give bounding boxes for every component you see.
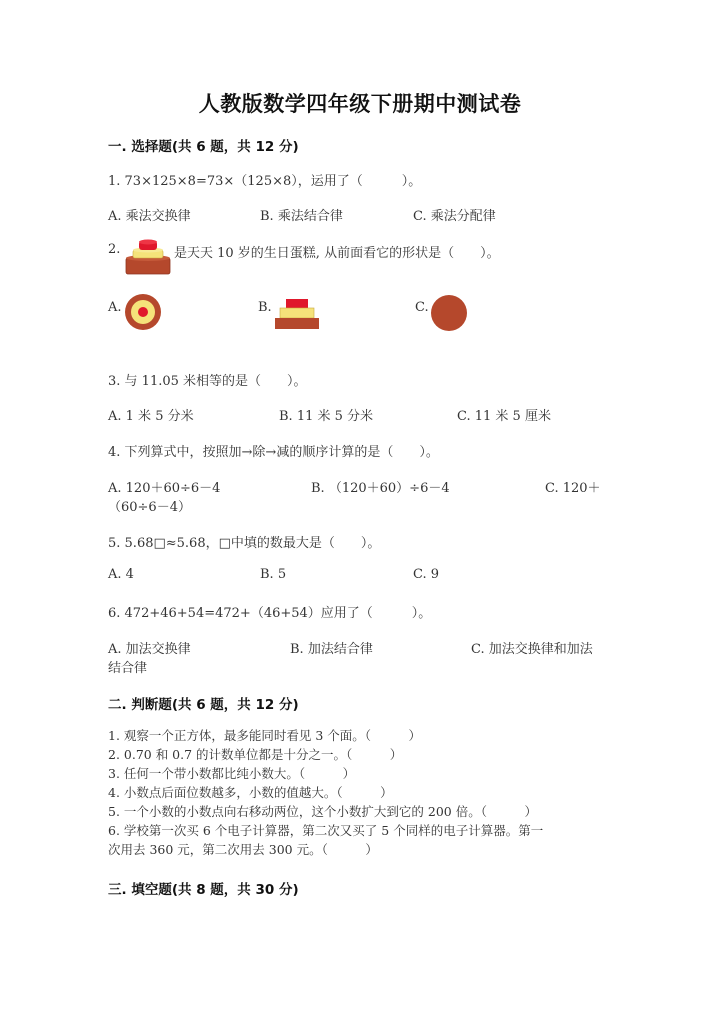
question-3-option-a: A. 1 米 5 分米 bbox=[108, 409, 194, 424]
question-4-option-c: C. 120＋ bbox=[545, 481, 601, 496]
question-5-stem: 5. 5.68□≈5.68，□中填的数最大是（ ）。 bbox=[108, 536, 381, 551]
option-b-stacked-layers-figure bbox=[274, 298, 320, 330]
option-a-concentric-circles-figure bbox=[124, 293, 162, 331]
question-2-option-a: A. bbox=[108, 300, 122, 315]
question-6-option-c-continued: 结合律 bbox=[108, 661, 148, 676]
question-3-stem: 3. 与 11.05 米相等的是（ ）。 bbox=[108, 374, 307, 389]
question-5-option-a: A. 4 bbox=[108, 567, 134, 582]
question-6-stem: 6. 472+46+54=472+（46+54）应用了（ ）。 bbox=[108, 606, 432, 621]
question-3-option-c: C. 11 米 5 厘米 bbox=[457, 409, 551, 424]
question-2-option-c: C. bbox=[415, 300, 429, 315]
judge-item-1: 1. 观察一个正方体，最多能同时看见 3 个面。（ ） bbox=[108, 728, 422, 743]
question-5-option-c: C. 9 bbox=[413, 567, 440, 582]
judge-item-6-line-2: 次用去 360 元，第二次用去 300 元。（ ） bbox=[108, 842, 378, 857]
question-4-option-a: A. 120＋60÷6－4 bbox=[108, 481, 221, 496]
section-heading-choice: 一. 选择题(共 6 题，共 12 分) bbox=[108, 139, 299, 155]
question-6-option-a: A. 加法交换律 bbox=[108, 642, 191, 657]
question-4-option-b: B. （120＋60）÷6－4 bbox=[311, 481, 450, 496]
question-6-option-c: C. 加法交换律和加法 bbox=[471, 642, 593, 657]
question-3-option-b: B. 11 米 5 分米 bbox=[279, 409, 374, 424]
section-heading-fill-blank: 三. 填空题(共 8 题，共 30 分) bbox=[108, 882, 299, 898]
question-6-option-b: B. 加法结合律 bbox=[290, 642, 373, 657]
question-1-stem: 1. 73×125×8=73×（125×8），运用了（ ）。 bbox=[108, 174, 422, 189]
question-2-stem: 是天天 10 岁的生日蛋糕, 从前面看它的形状是（ ）。 bbox=[174, 246, 500, 261]
judge-item-2: 2. 0.70 和 0.7 的计数单位都是十分之一。（ ） bbox=[108, 747, 403, 762]
judge-item-4: 4. 小数点后面位数越多，小数的值越大。（ ） bbox=[108, 785, 393, 800]
option-c-solid-circle-figure bbox=[430, 294, 468, 332]
question-1-option-a: A. 乘法交换律 bbox=[108, 209, 191, 224]
question-1-option-b: B. 乘法结合律 bbox=[260, 209, 343, 224]
question-4-option-c-continued: （60÷6－4） bbox=[108, 500, 191, 515]
page-title: 人教版数学四年级下册期中测试卷 bbox=[198, 92, 522, 116]
birthday-cake-image bbox=[125, 238, 171, 276]
question-5-option-b: B. 5 bbox=[260, 567, 287, 582]
judge-item-3: 3. 任何一个带小数都比纯小数大。（ ） bbox=[108, 766, 356, 781]
question-2-number: 2. bbox=[108, 242, 121, 257]
judge-item-6-line-1: 6. 学校第一次买 6 个电子计算器，第二次又买了 5 个同样的电子计算器。第一 bbox=[108, 823, 544, 838]
judge-item-5: 5. 一个小数的小数点向右移动两位，这个小数扩大到它的 200 倍。（ ） bbox=[108, 804, 537, 819]
question-2-option-b: B. bbox=[258, 300, 272, 315]
question-1-option-c: C. 乘法分配律 bbox=[413, 209, 496, 224]
question-4-stem: 4. 下列算式中，按照加→除→减的顺序计算的是（ ）。 bbox=[108, 445, 439, 460]
section-heading-true-false: 二. 判断题(共 6 题，共 12 分) bbox=[108, 697, 299, 713]
